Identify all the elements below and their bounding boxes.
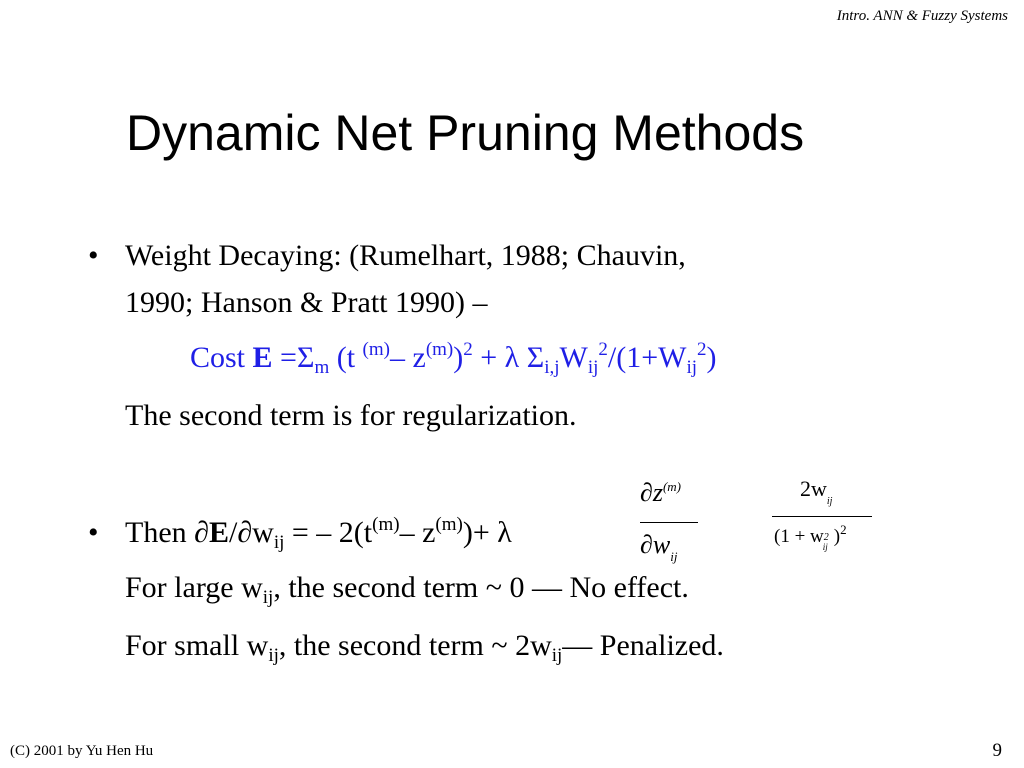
formula-sq: 2 <box>598 339 608 360</box>
formula-close: ) <box>453 341 464 374</box>
formula-sub-ij: ij <box>686 357 698 378</box>
formula-sub-m: m <box>314 357 330 378</box>
formula-div: /(1+W <box>607 341 687 374</box>
frac2-den-sq: 2 <box>840 522 847 537</box>
frac2-den-close: ) <box>833 526 841 547</box>
grad-eq: = – 2(t <box>284 516 373 549</box>
bullet-marker: • <box>88 239 99 272</box>
weight-decay-line-2: 1990; Hanson & Pratt 1990) – <box>125 286 488 319</box>
formula-sup-m: (m) <box>362 339 390 360</box>
small-a: For small w <box>125 629 269 662</box>
grad-sub-ij: ij <box>273 532 285 553</box>
copyright-footer: (C) 2001 by Yu Hen Hu <box>10 743 154 759</box>
dz-dw-fraction <box>640 478 710 568</box>
formula-plus-sum: + λ Σ <box>472 341 545 374</box>
large-weight-note <box>125 570 689 606</box>
weight-decay-line-1: Weight Decaying: (Rumelhart, 1988; Chauvin, <box>125 239 686 272</box>
large-sub-ij: ij <box>262 587 274 608</box>
cost-e: E <box>252 341 273 374</box>
small-weight-note <box>125 628 724 664</box>
large-a: For large w <box>125 571 263 604</box>
large-b: , the second term ~ 0 — No effect. <box>273 571 689 604</box>
small-sub-ij: ij <box>551 645 563 666</box>
small-c: — Penalized. <box>562 629 724 662</box>
formula-z: – z <box>389 341 426 374</box>
formula-sq: 2 <box>463 339 473 360</box>
small-sub-ij: ij <box>268 645 279 666</box>
formula-eq: =Σ <box>280 341 315 374</box>
page-title: Dynamic Net Pruning Methods <box>126 105 805 161</box>
formula-sup-m: (m) <box>425 339 454 360</box>
frac-den-sub: ij <box>670 549 678 564</box>
formula-sub-ij: ij <box>587 357 599 378</box>
formula-t: (t <box>329 341 356 374</box>
fraction-bar <box>640 522 698 523</box>
frac2-den: (1 + w <box>774 526 824 547</box>
frac-num: ∂z <box>640 478 663 507</box>
gradient-formula <box>125 515 512 551</box>
small-b: , the second term ~ 2w <box>278 629 552 662</box>
grad-tail: )+ λ <box>462 516 512 549</box>
frac2-num-sub: ij <box>826 496 833 507</box>
formula-sq: 2 <box>697 339 707 360</box>
formula-sub-ij: i,j <box>544 357 560 378</box>
grad-sup-m: (m) <box>372 514 400 535</box>
regularization-note: The second term is for regularization. <box>125 399 577 432</box>
frac-den: ∂w <box>640 530 671 559</box>
fraction-bar <box>772 516 872 517</box>
course-header: Intro. ANN & Fuzzy Systems <box>836 8 1008 24</box>
grad-z: – z <box>399 516 436 549</box>
penalty-fraction <box>770 476 880 566</box>
grad-then: Then ∂ <box>125 516 209 549</box>
page-number: 9 <box>992 740 1002 761</box>
frac2-den-sub: ij <box>822 542 828 552</box>
cost-label: Cost <box>190 341 246 374</box>
grad-e: E <box>208 516 229 549</box>
frac-num-sup: (m) <box>662 479 682 494</box>
bullet-marker: • <box>88 516 99 549</box>
grad-sup-m: (m) <box>435 514 463 535</box>
formula-w: W <box>559 341 588 374</box>
frac2-num: 2w <box>800 476 827 501</box>
frac2-den-sup: 2 <box>823 532 829 543</box>
grad-slash: /∂w <box>228 516 274 549</box>
formula-end: ) <box>706 341 717 374</box>
cost-formula <box>190 340 717 376</box>
